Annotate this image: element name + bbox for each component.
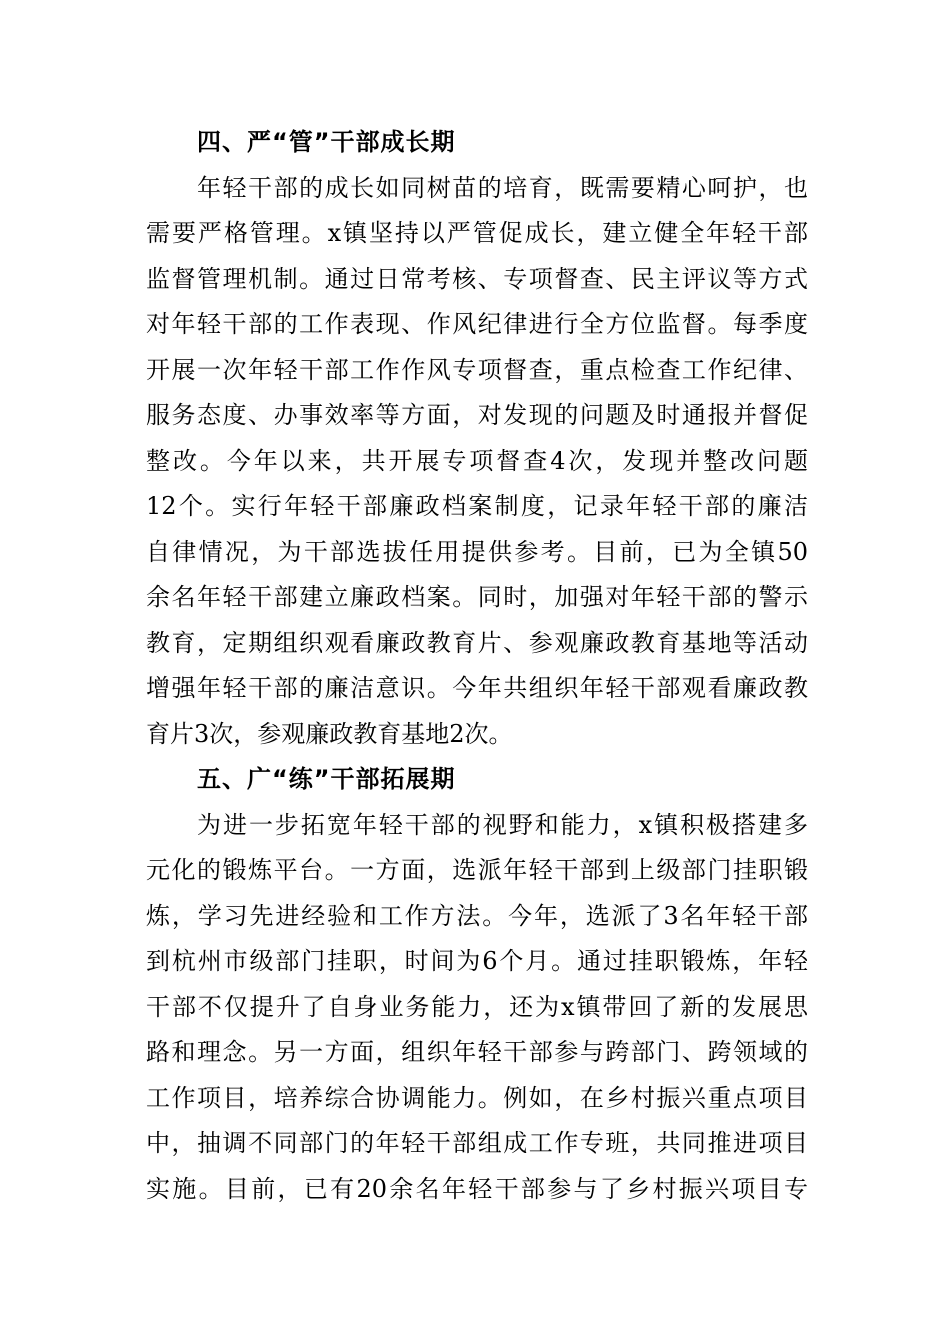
paragraph-line: 服务态度、办事效率等方面，对发现的问题及时通报并督促 xyxy=(146,401,808,429)
paragraph-line: 工作项目，培养综合协调能力。例如，在乡村振兴重点项目 xyxy=(146,1083,808,1112)
section-heading-5: 五、广“练”干部拓展期 xyxy=(197,765,456,793)
paragraph-line: 炼，学习先进经验和工作方法。今年，选派了3名年轻干部 xyxy=(146,901,808,930)
paragraph-line: 对年轻干部的工作表现、作风纪律进行全方位监督。每季度 xyxy=(146,310,808,338)
paragraph-line: 需要严格管理。x镇坚持以严管促成长，建立健全年轻干部 xyxy=(146,219,808,247)
paragraph-line: 到杭州市级部门挂职，时间为6个月。通过挂职锻炼，年轻 xyxy=(146,947,808,975)
paragraph-line: 元化的锻炼平台。一方面，选派年轻干部到上级部门挂职锻 xyxy=(146,856,808,884)
paragraph-line: 整改。今年以来，共开展专项督查4次，发现并整改问题 xyxy=(146,446,808,475)
paragraph-line: 为进一步拓宽年轻干部的视野和能力，x镇积极搭建多 xyxy=(197,810,808,839)
paragraph-line: 增强年轻干部的廉洁意识。今年共组织年轻干部观看廉政教 xyxy=(146,674,808,702)
paragraph-line: 教育，定期组织观看廉政教育片、参观廉政教育基地等活动 xyxy=(146,628,808,657)
paragraph-line: 干部不仅提升了自身业务能力，还为x镇带回了新的发展思 xyxy=(146,992,808,1021)
document-body xyxy=(146,120,808,1212)
paragraph-line: 开展一次年轻干部工作作风专项督查，重点检查工作纪律、 xyxy=(146,355,808,384)
paragraph-line: 中，抽调不同部门的年轻干部组成工作专班，共同推进项目 xyxy=(146,1129,808,1157)
paragraph-line: 自律情况，为干部选拔任用提供参考。目前，已为全镇50 xyxy=(146,537,808,566)
section-heading-4: 四、严“管”干部成长期 xyxy=(197,128,456,156)
paragraph-line: 路和理念。另一方面，组织年轻干部参与跨部门、跨领域的 xyxy=(146,1038,808,1066)
paragraph-line: 育片3次，参观廉政教育基地2次。 xyxy=(146,719,513,748)
section-paragraph-5 xyxy=(146,803,808,1213)
paragraph-line: 年轻干部的成长如同树苗的培育，既需要精心呵护，也 xyxy=(197,173,808,202)
paragraph-line: 余名年轻干部建立廉政档案。同时，加强对年轻干部的警示 xyxy=(146,583,808,611)
paragraph-line: 12个。实行年轻干部廉政档案制度，记录年轻干部的廉洁 xyxy=(146,492,808,520)
paragraph-line: 实施。目前，已有20余名年轻干部参与了乡村振兴项目专 xyxy=(146,1174,808,1203)
section-paragraph-4 xyxy=(146,166,808,758)
paragraph-line: 监督管理机制。通过日常考核、专项督查、民主评议等方式 xyxy=(146,264,808,293)
